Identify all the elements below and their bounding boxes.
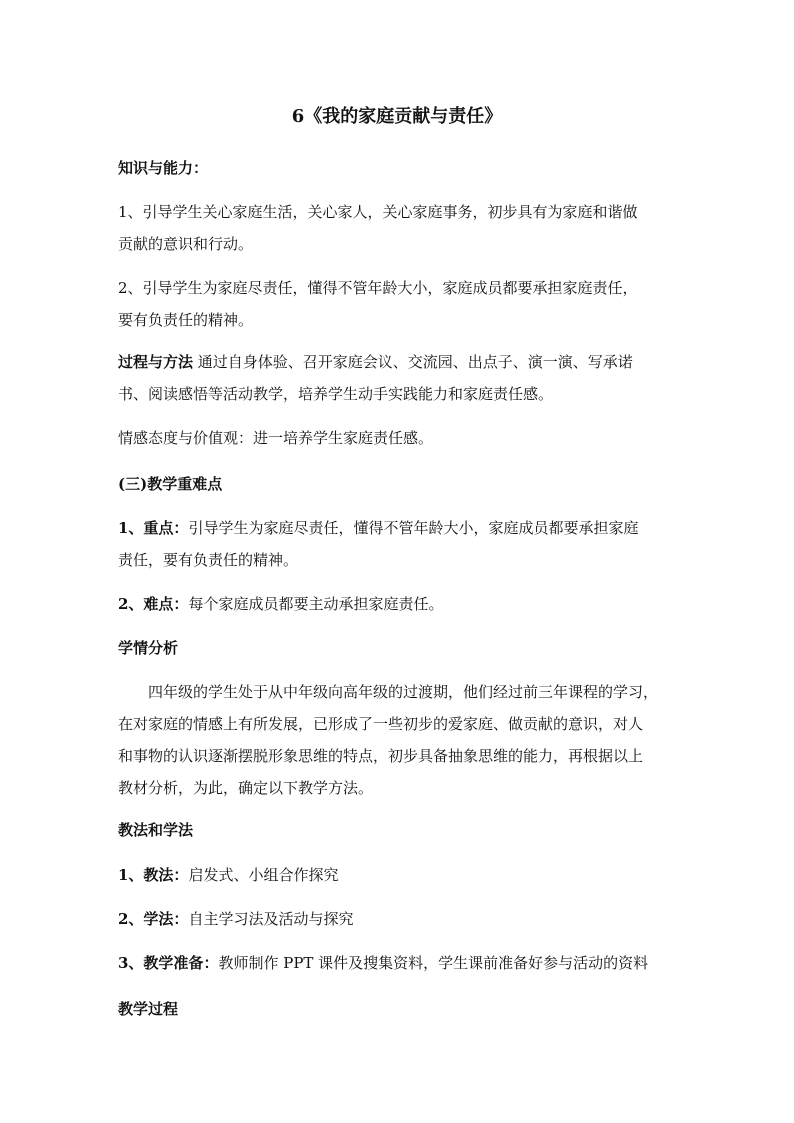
analysis-heading: 学情分析 xyxy=(118,639,179,657)
knowledge-heading: 知识与能力： xyxy=(118,159,209,177)
knowledge-item-1-line-2: 贡献的意识和行动。 xyxy=(118,235,254,253)
analysis-line-3: 和事物的认识逐渐摆脱形象思维的特点，初步具备抽象思维的能力，再根据以上 xyxy=(118,747,644,765)
methods-item-1-text: 启发式、小组合作探究 xyxy=(188,866,339,884)
methods-item-3-label: 3、教学准备： xyxy=(118,954,219,972)
process-method-paragraph xyxy=(118,346,678,410)
teaching-process-heading: 教学过程 xyxy=(118,1000,179,1018)
document-title: 6《我的家庭贡献与责任》 xyxy=(291,106,503,127)
process-method-text-1: 通过自身体验、召开家庭会议、交流园、出点子、演一演、写承诺 xyxy=(193,353,633,371)
methods-item-1 xyxy=(118,859,678,891)
emotion-paragraph: 情感态度与价值观：进一培养学生家庭责任感。 xyxy=(118,429,434,447)
process-method-line-1 xyxy=(118,346,678,378)
knowledge-item-2-line-1: 2、引导学生为家庭尽责任，懂得不管年龄大小，家庭成员都要承担家庭责任， xyxy=(118,279,638,297)
keypoint-item-2-text: 每个家庭成员都要主动承担家庭责任。 xyxy=(188,595,444,613)
methods-item-3 xyxy=(118,947,678,979)
keypoint-item-2 xyxy=(118,588,678,620)
analysis-line-1: 四年级的学生处于从中年级向高年级的过渡期，他们经过前三年课程的学习， xyxy=(148,683,659,701)
knowledge-item-1-line-1: 1、引导学生关心家庭生活，关心家人，关心家庭事务，初步具有为家庭和谐做 xyxy=(118,203,638,221)
keypoints-heading: (三)教学重难点 xyxy=(118,475,223,493)
keypoint-item-1-line-2: 责任，要有负责任的精神。 xyxy=(118,551,299,569)
knowledge-item-2-line-2: 要有负责任的精神。 xyxy=(118,311,254,329)
process-method-line-2: 书、阅读感悟等活动教学，培养学生动手实践能力和家庭责任感。 xyxy=(118,385,554,403)
knowledge-item-2 xyxy=(118,272,678,336)
process-method-label: 过程与方法 xyxy=(118,353,194,371)
methods-heading: 教法和学法 xyxy=(118,821,194,839)
methods-item-2 xyxy=(118,903,678,935)
methods-item-3-line xyxy=(118,947,678,979)
methods-item-2-label: 2、学法： xyxy=(118,910,189,928)
keypoint-item-2-label: 2、难点： xyxy=(118,595,189,613)
keypoint-item-1-text-1: 引导学生为家庭尽责任，懂得不管年龄大小，家庭成员都要承担家庭 xyxy=(188,519,639,537)
analysis-line-4: 教材分析，为此，确定以下教学方法。 xyxy=(118,779,374,797)
methods-item-3-text: 教师制作 PPT 课件及搜集资料，学生课前准备好参与活动的资料 xyxy=(218,954,649,972)
methods-item-1-label: 1、教法： xyxy=(118,866,189,884)
methods-item-2-text: 自主学习法及活动与探究 xyxy=(188,910,354,928)
analysis-line-2: 在对家庭的情感上有所发展，已形成了一些初步的爱家庭、做贡献的意识，对人 xyxy=(118,715,644,733)
knowledge-item-1 xyxy=(118,196,678,260)
keypoint-item-1-line-1 xyxy=(118,512,678,544)
keypoint-item-1-label: 1、重点： xyxy=(118,519,189,537)
analysis-paragraph xyxy=(118,676,678,804)
keypoint-item-1 xyxy=(118,512,678,576)
